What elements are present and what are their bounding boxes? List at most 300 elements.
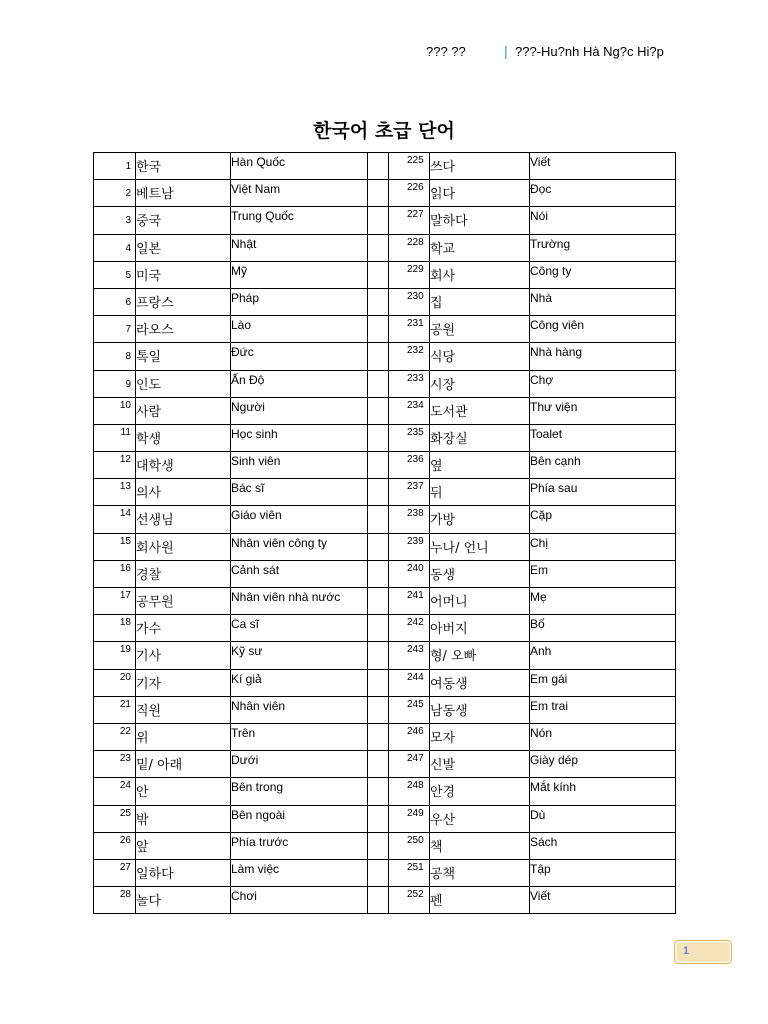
korean-word-right — [430, 859, 530, 886]
korean-word-left — [136, 234, 231, 261]
korean-word-right — [430, 479, 530, 506]
row-number-right — [389, 288, 430, 315]
row-number-right-text: 228 — [407, 236, 424, 248]
korean-word-right-text: 어머니 — [430, 595, 468, 610]
korean-word-right — [430, 805, 530, 832]
row-number-right — [389, 669, 430, 696]
row-number-right-text: 227 — [407, 209, 424, 221]
vietnamese-meaning-right — [530, 370, 676, 397]
row-number-left — [94, 424, 136, 451]
spacer-cell — [368, 560, 389, 587]
korean-word-right-text: 쓰다 — [430, 160, 456, 175]
korean-word-right-text: 모자 — [430, 730, 456, 746]
table-row — [94, 397, 676, 424]
row-number-right — [389, 452, 430, 479]
korean-word-left — [136, 533, 231, 560]
row-number-left — [94, 832, 136, 859]
spacer-cell — [368, 452, 389, 479]
spacer-cell — [368, 343, 389, 370]
table-row — [94, 370, 676, 397]
row-number-left — [94, 859, 136, 886]
vietnamese-meaning-left — [231, 696, 368, 723]
row-number-left — [94, 696, 136, 723]
vietnamese-meaning-left — [231, 288, 368, 315]
row-number-left — [94, 723, 136, 750]
korean-word-left-text: 가수 — [136, 622, 162, 638]
spacer-cell — [368, 615, 389, 642]
vietnamese-meaning-left-text: Bên trong — [231, 780, 284, 795]
vietnamese-meaning-left — [231, 751, 368, 778]
vietnamese-meaning-left-text: Kí giả — [231, 671, 262, 686]
vietnamese-meaning-right-text: Dù — [530, 807, 546, 822]
table-row — [94, 207, 676, 234]
vietnamese-meaning-right — [530, 615, 676, 642]
table-row — [94, 723, 676, 750]
korean-word-right-text: 누나/ 언니 — [430, 540, 489, 556]
korean-word-left-text: 일하다 — [136, 866, 174, 882]
vietnamese-meaning-right — [530, 588, 676, 615]
korean-word-left — [136, 805, 231, 832]
row-number-right — [389, 778, 430, 805]
vietnamese-meaning-left — [231, 479, 368, 506]
korean-word-left-text: 공무원 — [136, 595, 174, 610]
korean-word-right — [430, 696, 530, 723]
table-row — [94, 316, 676, 343]
korean-word-left — [136, 696, 231, 723]
korean-word-right — [430, 180, 530, 207]
table-row — [94, 533, 676, 560]
row-number-left-text: 2 — [125, 188, 131, 200]
row-number-right — [389, 588, 430, 615]
row-number-left-text: 3 — [125, 215, 131, 227]
vietnamese-meaning-left — [231, 778, 368, 805]
vietnamese-meaning-right-text: Mẹ — [530, 590, 547, 604]
korean-word-left — [136, 887, 231, 914]
vietnamese-meaning-right-text: Em trai — [530, 698, 569, 713]
row-number-left — [94, 560, 136, 587]
vietnamese-meaning-left — [231, 560, 368, 587]
row-number-left-text: 17 — [119, 590, 131, 601]
korean-word-left-text: 의사 — [136, 486, 162, 502]
korean-word-right-text: 책 — [430, 839, 443, 855]
row-number-right-text: 232 — [407, 345, 424, 357]
row-number-left — [94, 642, 136, 669]
row-number-right — [389, 642, 430, 669]
spacer-cell — [368, 805, 389, 832]
vietnamese-meaning-left — [231, 506, 368, 533]
spacer-cell — [368, 642, 389, 669]
row-number-left — [94, 506, 136, 533]
korean-word-right-text: 펜 — [430, 894, 443, 910]
spacer-cell — [368, 506, 389, 533]
vietnamese-meaning-right-text: Công viên — [530, 318, 585, 333]
spacer-cell — [368, 153, 389, 180]
vietnamese-meaning-right-text: Viết — [530, 889, 551, 904]
spacer-cell — [368, 424, 389, 451]
korean-word-left — [136, 723, 231, 750]
korean-word-right-text: 남동생 — [430, 703, 468, 719]
korean-word-left — [136, 153, 231, 180]
korean-word-right — [430, 153, 530, 180]
row-number-left-text: 13 — [119, 481, 131, 493]
row-number-right — [389, 560, 430, 587]
row-number-right — [389, 343, 430, 370]
korean-word-left — [136, 261, 231, 288]
spacer-cell — [368, 261, 389, 288]
row-number-left — [94, 234, 136, 261]
vietnamese-meaning-right-text: Trường — [530, 236, 571, 251]
row-number-left — [94, 615, 136, 642]
korean-word-left-text: 톡일 — [136, 350, 162, 366]
korean-word-right — [430, 397, 530, 424]
vietnamese-meaning-right-text: Nón — [530, 725, 553, 740]
korean-word-left-text: 선생님 — [136, 513, 174, 529]
korean-word-right-text: 공원 — [430, 323, 456, 339]
korean-word-left — [136, 778, 231, 805]
row-number-right — [389, 751, 430, 778]
korean-word-left-text: 인도 — [136, 377, 162, 393]
vietnamese-meaning-right — [530, 424, 676, 451]
row-number-left — [94, 778, 136, 805]
korean-word-left-text: 한국 — [136, 160, 162, 175]
row-number-right-text: 252 — [407, 889, 424, 901]
header-author-text: ???-Hu?nh Hà Ng?c Hi?p — [515, 44, 664, 59]
vietnamese-meaning-right — [530, 642, 676, 669]
spacer-cell — [368, 370, 389, 397]
row-number-right-text: 246 — [407, 725, 424, 737]
row-number-right — [389, 207, 430, 234]
korean-word-right — [430, 261, 530, 288]
row-number-left-text: 18 — [119, 617, 131, 629]
vietnamese-meaning-left-text: Mỹ — [231, 263, 247, 278]
vietnamese-meaning-right-text: Bố — [530, 617, 545, 632]
row-number-right-text: 248 — [407, 780, 424, 792]
table-row — [94, 424, 676, 451]
korean-word-right — [430, 778, 530, 805]
korean-word-right — [430, 288, 530, 315]
row-number-left-text: 12 — [119, 454, 131, 466]
row-number-left-text: 19 — [119, 644, 131, 656]
row-number-left-text: 5 — [125, 269, 131, 281]
korean-word-right-text: 신발 — [430, 758, 456, 774]
row-number-right-text: 241 — [407, 590, 424, 601]
korean-word-right — [430, 234, 530, 261]
table-row — [94, 180, 676, 207]
vietnamese-meaning-left — [231, 316, 368, 343]
vietnamese-meaning-left-text: Nhân viên nhà nước — [231, 590, 341, 604]
spacer-cell — [368, 588, 389, 615]
vietnamese-meaning-right-text: Anh — [530, 644, 552, 659]
korean-word-left — [136, 832, 231, 859]
vietnamese-meaning-left — [231, 669, 368, 696]
korean-word-left — [136, 506, 231, 533]
vietnamese-meaning-right-text: Chị — [530, 535, 549, 550]
korean-word-right — [430, 343, 530, 370]
korean-word-left — [136, 397, 231, 424]
table-row — [94, 560, 676, 587]
vietnamese-meaning-left-text: Chơi — [231, 889, 257, 904]
vietnamese-meaning-right — [530, 153, 676, 180]
row-number-right-text: 244 — [407, 671, 424, 683]
row-number-right — [389, 316, 430, 343]
vietnamese-meaning-right — [530, 669, 676, 696]
spacer-cell — [368, 751, 389, 778]
row-number-right — [389, 479, 430, 506]
korean-word-left — [136, 751, 231, 778]
vietnamese-meaning-left — [231, 642, 368, 669]
row-number-left — [94, 343, 136, 370]
vietnamese-meaning-left-text: Pháp — [231, 290, 260, 305]
vietnamese-meaning-right — [530, 696, 676, 723]
row-number-left-text: 6 — [125, 296, 131, 308]
header-separator: | — [504, 44, 508, 59]
vietnamese-meaning-left-text: Hàn Quốc — [231, 155, 286, 169]
vietnamese-meaning-right-text: Em gái — [530, 671, 568, 686]
korean-word-left-text: 라오스 — [136, 323, 174, 339]
vietnamese-meaning-right — [530, 506, 676, 533]
korean-word-right — [430, 588, 530, 615]
korean-word-left-text: 기자 — [136, 676, 162, 692]
vietnamese-meaning-left-text: Người — [231, 399, 265, 414]
vietnamese-meaning-left — [231, 615, 368, 642]
korean-word-right-text: 도서관 — [430, 404, 468, 420]
spacer-cell — [368, 479, 389, 506]
table-row — [94, 234, 676, 261]
vietnamese-meaning-left — [231, 424, 368, 451]
korean-word-right-text: 식당 — [430, 350, 456, 366]
spacer-cell — [368, 533, 389, 560]
vietnamese-meaning-left-text: Ấn Độ — [231, 372, 265, 387]
vietnamese-meaning-right-text: Toalet — [530, 426, 563, 441]
table-row — [94, 669, 676, 696]
vietnamese-meaning-left — [231, 153, 368, 180]
korean-word-right-text: 읽다 — [430, 187, 456, 203]
row-number-left — [94, 261, 136, 288]
row-number-left-text: 10 — [119, 399, 131, 411]
row-number-left-text: 7 — [125, 324, 131, 336]
vietnamese-meaning-right — [530, 479, 676, 506]
korean-word-left-text: 놀다 — [136, 894, 162, 910]
row-number-right-text: 239 — [407, 535, 424, 547]
spacer-cell — [368, 288, 389, 315]
korean-word-left-text: 직원 — [136, 703, 162, 719]
row-number-right-text: 226 — [407, 182, 424, 194]
korean-word-right — [430, 424, 530, 451]
korean-word-left-text: 프랑스 — [136, 295, 174, 311]
korean-word-right — [430, 316, 530, 343]
spacer-cell — [368, 859, 389, 886]
vietnamese-meaning-left-text: Bên ngoài — [231, 807, 286, 822]
vietnamese-meaning-right-text: Bên cạnh — [530, 454, 581, 469]
vietnamese-meaning-left-text: Giáo viên — [231, 508, 282, 523]
korean-word-left-text: 베트남 — [136, 187, 174, 203]
spacer-cell — [368, 832, 389, 859]
table-row — [94, 859, 676, 886]
row-number-right — [389, 615, 430, 642]
korean-word-right — [430, 642, 530, 669]
vietnamese-meaning-right-text: Nói — [530, 209, 549, 224]
vietnamese-meaning-right — [530, 316, 676, 343]
row-number-left-text: 21 — [119, 698, 131, 710]
row-number-right — [389, 533, 430, 560]
korean-word-left — [136, 207, 231, 234]
vietnamese-meaning-right-text: Thư viện — [530, 399, 578, 414]
spacer-cell — [368, 887, 389, 914]
table-row — [94, 506, 676, 533]
vietnamese-meaning-right-text: Nhà hàng — [530, 345, 583, 360]
vietnamese-meaning-left — [231, 533, 368, 560]
korean-word-right — [430, 207, 530, 234]
row-number-left-text: 9 — [125, 378, 131, 390]
table-row — [94, 696, 676, 723]
vietnamese-meaning-left-text: Lào — [231, 318, 252, 333]
korean-word-right-text: 가방 — [430, 513, 456, 529]
korean-word-left-text: 밖 — [136, 812, 149, 828]
korean-word-right-text: 우산 — [430, 812, 456, 828]
table-row — [94, 751, 676, 778]
vietnamese-meaning-right — [530, 533, 676, 560]
row-number-right-text: 240 — [407, 562, 424, 574]
vietnamese-meaning-left-text: Phía trước — [231, 834, 289, 849]
spacer-cell — [368, 397, 389, 424]
vietnamese-meaning-left-text: Nhân viên — [231, 698, 286, 713]
row-number-left-text: 25 — [119, 807, 131, 819]
korean-word-left-text: 앞 — [136, 839, 149, 855]
vietnamese-meaning-left-text: Kỹ sư — [231, 644, 263, 659]
korean-word-right-text: 아버지 — [430, 622, 468, 638]
korean-word-right-text: 옆 — [430, 459, 443, 475]
vietnamese-meaning-right-text: Chợ — [530, 372, 554, 387]
korean-word-left — [136, 316, 231, 343]
row-number-left-text: 8 — [125, 351, 131, 363]
korean-word-right-text: 형/ 오빠 — [430, 649, 477, 665]
table-row — [94, 479, 676, 506]
korean-word-right-text: 말하다 — [430, 214, 468, 230]
row-number-right — [389, 832, 430, 859]
korean-word-left — [136, 479, 231, 506]
vietnamese-meaning-right-text: Giày dép — [530, 753, 579, 768]
korean-word-left-text: 중국 — [136, 214, 162, 230]
korean-word-right-text: 집 — [430, 295, 443, 311]
vietnamese-meaning-right — [530, 723, 676, 750]
row-number-left-text: 23 — [119, 753, 131, 765]
korean-word-left — [136, 560, 231, 587]
row-number-left-text: 1 — [125, 161, 131, 172]
vietnamese-meaning-right-text: Cặp — [530, 508, 553, 523]
row-number-left-text: 28 — [119, 889, 131, 901]
table-row — [94, 343, 676, 370]
korean-word-right-text: 동생 — [430, 567, 456, 583]
table-row — [94, 452, 676, 479]
vietnamese-meaning-right-text: Nhà — [530, 290, 553, 305]
korean-word-right — [430, 533, 530, 560]
vietnamese-meaning-right-text: Đọc — [530, 182, 552, 197]
page-number-badge — [674, 940, 732, 964]
row-number-right-text: 238 — [407, 508, 424, 520]
korean-word-left-text: 안 — [136, 785, 149, 801]
korean-word-left-text: 회사원 — [136, 540, 174, 556]
korean-word-right — [430, 723, 530, 750]
vietnamese-meaning-right-text: Tập — [530, 861, 551, 876]
row-number-left-text: 24 — [119, 780, 131, 792]
vietnamese-meaning-left-text: Trung Quốc — [231, 209, 294, 224]
vietnamese-meaning-right — [530, 805, 676, 832]
table-row — [94, 615, 676, 642]
row-number-right — [389, 424, 430, 451]
korean-word-right-text: 시장 — [430, 377, 456, 393]
vocabulary-table — [93, 152, 676, 914]
vietnamese-meaning-left-text: Việt Nam — [231, 182, 281, 197]
row-number-left — [94, 397, 136, 424]
korean-word-left — [136, 859, 231, 886]
korean-word-right — [430, 506, 530, 533]
page-number: 1 — [683, 945, 690, 957]
row-number-left-text: 27 — [119, 861, 131, 873]
vietnamese-meaning-right — [530, 261, 676, 288]
spacer-cell — [368, 723, 389, 750]
table-row — [94, 288, 676, 315]
korean-word-right — [430, 452, 530, 479]
row-number-right-text: 249 — [407, 807, 424, 819]
row-number-right-text: 243 — [407, 644, 424, 656]
row-number-left-text: 11 — [120, 426, 131, 438]
row-number-right-text: 229 — [407, 263, 424, 275]
korean-word-right-text: 회사 — [430, 268, 456, 284]
row-number-right — [389, 887, 430, 914]
table-row — [94, 642, 676, 669]
row-number-right — [389, 261, 430, 288]
row-number-right — [389, 370, 430, 397]
vietnamese-meaning-right — [530, 560, 676, 587]
table-row — [94, 153, 676, 180]
row-number-right-text: 233 — [407, 372, 424, 384]
vietnamese-meaning-right-text: Em — [530, 562, 548, 577]
vietnamese-meaning-right — [530, 343, 676, 370]
korean-word-right-text: 화장실 — [430, 431, 468, 447]
row-number-left — [94, 370, 136, 397]
vietnamese-meaning-left — [231, 397, 368, 424]
vietnamese-meaning-left-text: Nhật — [231, 236, 257, 251]
vietnamese-meaning-left-text: Cảnh sát — [231, 562, 280, 577]
document-title: 한국어 초급 단어 — [313, 120, 455, 142]
spacer-cell — [368, 234, 389, 261]
row-number-right-text: 234 — [407, 399, 424, 411]
table-row — [94, 887, 676, 914]
row-number-left-text: 22 — [119, 725, 131, 737]
vietnamese-meaning-right-text: Viết — [530, 155, 551, 169]
vietnamese-meaning-left-text: Bác sĩ — [231, 481, 265, 496]
row-number-right-text: 225 — [407, 155, 424, 166]
row-number-right-text: 245 — [407, 698, 424, 710]
vietnamese-meaning-left — [231, 261, 368, 288]
korean-word-left-text: 위 — [136, 730, 149, 746]
korean-word-left — [136, 370, 231, 397]
row-number-left — [94, 669, 136, 696]
korean-word-right — [430, 669, 530, 696]
spacer-cell — [368, 316, 389, 343]
spacer-cell — [368, 180, 389, 207]
vietnamese-meaning-left — [231, 370, 368, 397]
korean-word-right — [430, 370, 530, 397]
vietnamese-meaning-left-text: Làm việc — [231, 861, 280, 876]
korean-word-right — [430, 560, 530, 587]
row-number-left — [94, 207, 136, 234]
row-number-right — [389, 180, 430, 207]
vietnamese-meaning-left — [231, 180, 368, 207]
vietnamese-meaning-left — [231, 723, 368, 750]
row-number-left-text: 4 — [125, 242, 131, 254]
vietnamese-meaning-right — [530, 832, 676, 859]
